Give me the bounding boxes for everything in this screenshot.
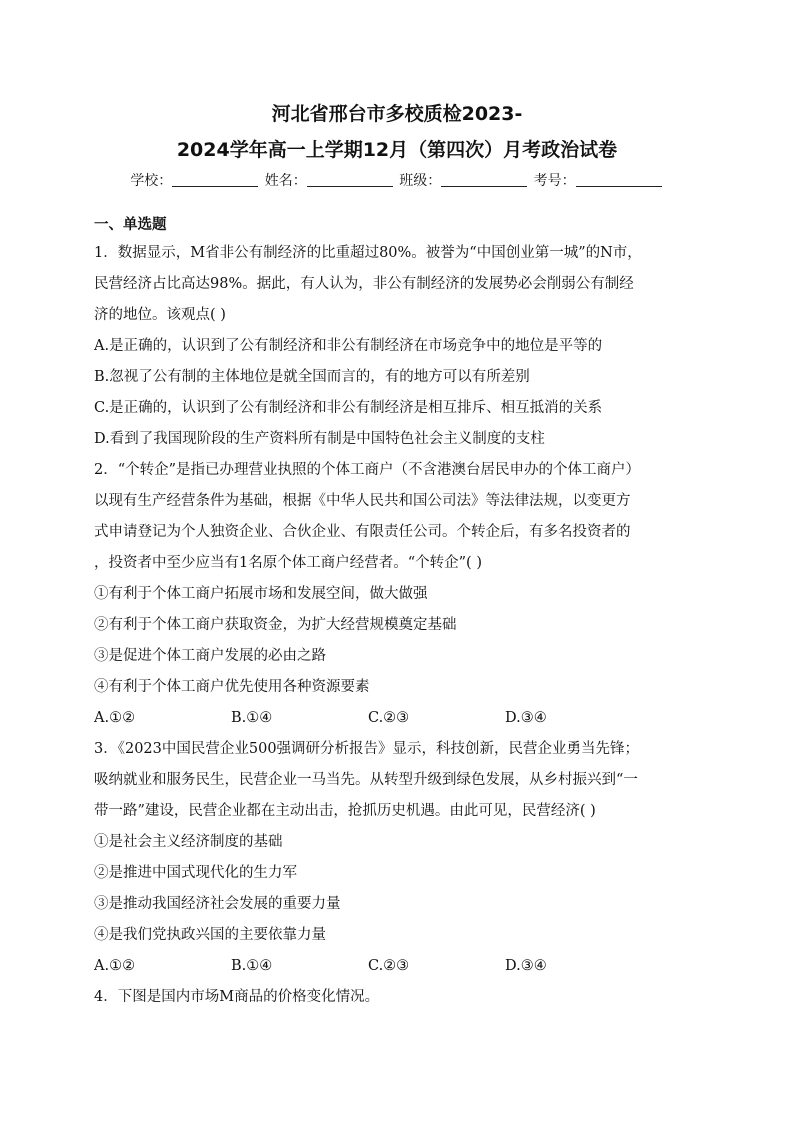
student-info-row <box>0 170 794 192</box>
name-label: 姓名： <box>264 173 307 189</box>
name-blank[interactable] <box>307 172 393 187</box>
question-line: 式申请登记为个人独资企业、合伙企业、有限责任公司。个转企后，有多名投资者的 <box>94 524 631 540</box>
statement-item: ④有利于个体工商户优先使用各种资源要素 <box>94 679 370 695</box>
question-line: 以现有生产经营条件为基础，根据《中华人民共和国公司法》等法律法规，以变更方 <box>94 493 631 509</box>
statement-item: ①是社会主义经济制度的基础 <box>94 834 283 850</box>
exam-title-line-2: 2024学年高一上学期12月（第四次）月考政治试卷 <box>176 139 618 161</box>
option-b: B.①④ <box>231 710 273 726</box>
question-line: 济的地位。该观点( ) <box>94 307 226 323</box>
question-4 <box>94 982 704 1013</box>
school-label: 学校： <box>130 173 173 189</box>
question-1 <box>94 238 704 455</box>
statement-item: ③是促进个体工商户发展的必由之路 <box>94 648 326 664</box>
option-c: C.②③ <box>368 958 410 974</box>
answer-option: D.看到了我国现阶段的生产资料所有制是中国特色社会主义制度的支柱 <box>94 431 545 447</box>
statement-item: ③是推动我国经济社会发展的重要力量 <box>94 896 341 912</box>
option-c: C.②③ <box>368 710 410 726</box>
statement-item: ①有利于个体工商户拓展市场和发展空间，做大做强 <box>94 586 428 602</box>
question-line: 3．《2023中国民营企业500强调研分析报告》显示，科技创新，民营企业勇当先锋； <box>94 741 640 757</box>
statement-item: ④是我们党执政兴国的主要依靠力量 <box>94 927 326 943</box>
option-b: B.①④ <box>231 958 273 974</box>
statement-item: ②是推进中国式现代化的生力军 <box>94 865 297 881</box>
exam-content <box>94 214 704 1013</box>
question-line: 2．“个转企”是指已办理营业执照的个体工商户（不含港澳台居民申办的个体工商户） <box>94 462 641 478</box>
exam-title-line-1: 河北省邢台市多校质检2023- <box>271 103 523 125</box>
class-blank[interactable] <box>441 172 527 187</box>
option-a: A.①② <box>94 958 136 974</box>
option-d: D.③④ <box>505 710 547 726</box>
answer-option: C.是正确的，认识到了公有制经济和非公有制经济是相互排斥、相互抵消的关系 <box>94 400 603 416</box>
option-d: D.③④ <box>505 958 547 974</box>
exam-number-label: 考号： <box>533 173 576 189</box>
question-line: 1．数据显示，M省非公有制经济的比重超过80%。被誉为“中国创业第一城”的N市， <box>94 245 642 261</box>
school-blank[interactable] <box>172 172 258 187</box>
class-label: 班级： <box>399 173 442 189</box>
question-2 <box>94 455 704 734</box>
question-line: 吸纳就业和服务民生，民营企业一马当先。从转型升级到绿色发展，从乡村振兴到“一 <box>94 772 638 788</box>
question-3 <box>94 734 704 982</box>
exam-number-blank[interactable] <box>576 172 662 187</box>
question-line: ，投资者中至少应当有1名原个体工商户经营者。“个转企”( ) <box>94 555 482 571</box>
answer-options-row <box>94 951 704 982</box>
answer-option: A.是正确的，认识到了公有制经济和非公有制经济在市场竞争中的地位是平等的 <box>94 338 603 354</box>
question-line: 4．下图是国内市场M商品的价格变化情况。 <box>94 989 380 1005</box>
question-line: 带一路”建设，民营企业都在主动出击，抢抓历史机遇。由此可见，民营经济( ) <box>94 803 596 819</box>
answer-options-row <box>94 703 704 734</box>
question-line: 民营经济占比高达98%。据此，有人认为，非公有制经济的发展势必会削弱公有制经 <box>94 276 634 292</box>
section-title: 一、单选题 <box>94 217 167 233</box>
answer-option: B.忽视了公有制的主体地位是就全国而言的，有的地方可以有所差别 <box>94 369 530 385</box>
statement-item: ②有利于个体工商户获取资金，为扩大经营规模奠定基础 <box>94 617 457 633</box>
option-a: A.①② <box>94 710 136 726</box>
